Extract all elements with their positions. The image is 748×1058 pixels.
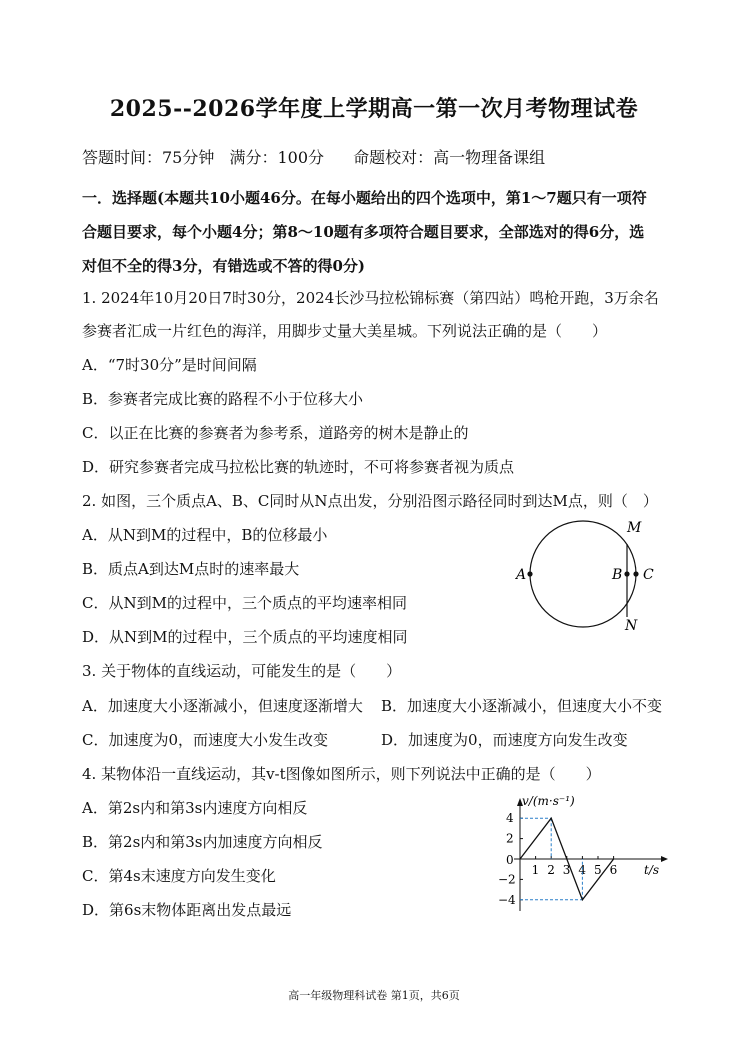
exam-title: 2025--2026学年度上学期高一第一次月考物理试卷 bbox=[109, 96, 639, 122]
q4-option-b: B．第2s内和第3s内加速度方向相反 bbox=[82, 833, 323, 851]
q2-point-b bbox=[624, 571, 629, 576]
q2-option-c: C．从N到M的过程中，三个质点的平均速率相同 bbox=[82, 594, 407, 612]
exam-time: 答题时间：75分钟 bbox=[82, 148, 215, 167]
section-line-3: 对但不全的得3分，有错选或不答的得0分) bbox=[82, 257, 365, 275]
vt-y-tick-label: −2 bbox=[498, 872, 516, 887]
q2-stem: 2. 如图，三个质点A、B、C同时从N点出发，分别沿图示路径同时到达M点，则（ ） bbox=[82, 492, 658, 510]
vt-x-tick-label: 5 bbox=[594, 863, 602, 877]
q2-point-a bbox=[527, 571, 532, 576]
q1-option-d: D．研究参赛者完成马拉松比赛的轨迹时，不可将参赛者视为质点 bbox=[82, 458, 515, 476]
q1-option-b: B．参赛者完成比赛的路程不小于位移大小 bbox=[82, 390, 364, 408]
q3-stem: 3. 关于物体的直线运动，可能发生的是（ ） bbox=[82, 662, 402, 680]
q4-stem: 4. 某物体沿一直线运动，其v-t图像如图所示，则下列说法中正确的是（ ） bbox=[82, 765, 601, 783]
q2-option-b: B．质点A到达M点时的速率最大 bbox=[82, 560, 300, 578]
q2-label-a: A bbox=[516, 567, 527, 583]
section-line-2: 合题目要求，每个小题4分；第8～10题有多项符合题目要求，全部选对的得6分，选 bbox=[82, 223, 645, 241]
page-footer: 高一年级物理科试卷 第1页，共6页 bbox=[288, 989, 460, 1002]
section-heading bbox=[82, 181, 672, 283]
q2-label-b: B bbox=[612, 567, 623, 583]
q4-option-c: C．第4s末速度方向发生变化 bbox=[82, 867, 276, 885]
q2-label-c: C bbox=[643, 567, 654, 583]
vt-x-tick-label: 6 bbox=[609, 863, 618, 877]
q3-option-b: B．加速度大小逐渐减小，但速度大小不变 bbox=[381, 697, 663, 715]
q4-option-d: D．第6s末物体距离出发点最远 bbox=[82, 901, 292, 919]
q2-circle-figure bbox=[515, 515, 675, 635]
q2-option-d: D．从N到M的过程中，三个质点的平均速度相同 bbox=[82, 628, 408, 646]
q2-label-n: N bbox=[625, 618, 638, 634]
vt-x-tick-label: 1 bbox=[531, 863, 540, 877]
q2-option-a: A．从N到M的过程中，B的位移最小 bbox=[82, 526, 328, 544]
vt-y-tick-label: 4 bbox=[506, 811, 514, 826]
vt-y-label: v/(m·s⁻¹) bbox=[522, 794, 575, 808]
q3-option-d: D．加速度为0，而速度方向发生改变 bbox=[381, 731, 628, 749]
vt-x-tick-label: 4 bbox=[578, 863, 587, 877]
q1-stem-line-1: 1. 2024年10月20日7时30分，2024长沙马拉松锦标赛（第四站）鸣枪开跑，3万余名 bbox=[82, 289, 659, 307]
q2-point-c bbox=[633, 571, 638, 576]
vt-x-tick-label: 2 bbox=[547, 863, 555, 877]
q4-option-a: A．第2s内和第3s内速度方向相反 bbox=[82, 799, 308, 817]
q3-option-a: A．加速度大小逐渐减小，但速度逐渐增大 bbox=[82, 697, 363, 715]
vt-origin-label: 0 bbox=[506, 853, 514, 867]
exam-score: 满分：100分 bbox=[229, 148, 325, 167]
vt-x-tick-label: 3 bbox=[562, 863, 571, 877]
q1-option-c: C．以正在比赛的参赛者为参考系，道路旁的树木是静止的 bbox=[82, 424, 469, 442]
q1-stem-line-2: 参赛者汇成一片红色的海洋，用脚步丈量大美星城。下列说法正确的是（ ） bbox=[82, 322, 608, 340]
section-line-1: 一．选择题(本题共10小题46分。在每小题给出的四个选项中，第1～7题只有一项符 bbox=[82, 189, 647, 207]
q2-label-m: M bbox=[627, 520, 642, 536]
exam-meta bbox=[82, 145, 682, 168]
q4-vt-graph bbox=[496, 786, 676, 916]
vt-y-tick-label: −4 bbox=[498, 892, 516, 907]
vt-x-label: t/s bbox=[644, 863, 660, 877]
q3-option-c: C．加速度为0，而速度大小发生改变 bbox=[82, 731, 329, 749]
exam-author: 命题校对：高一物理备课组 bbox=[353, 148, 546, 167]
vt-x-axis-arrow bbox=[661, 856, 668, 862]
vt-y-tick-label: 2 bbox=[506, 831, 514, 846]
q1-option-a: A．“7时30分”是时间间隔 bbox=[82, 356, 257, 374]
